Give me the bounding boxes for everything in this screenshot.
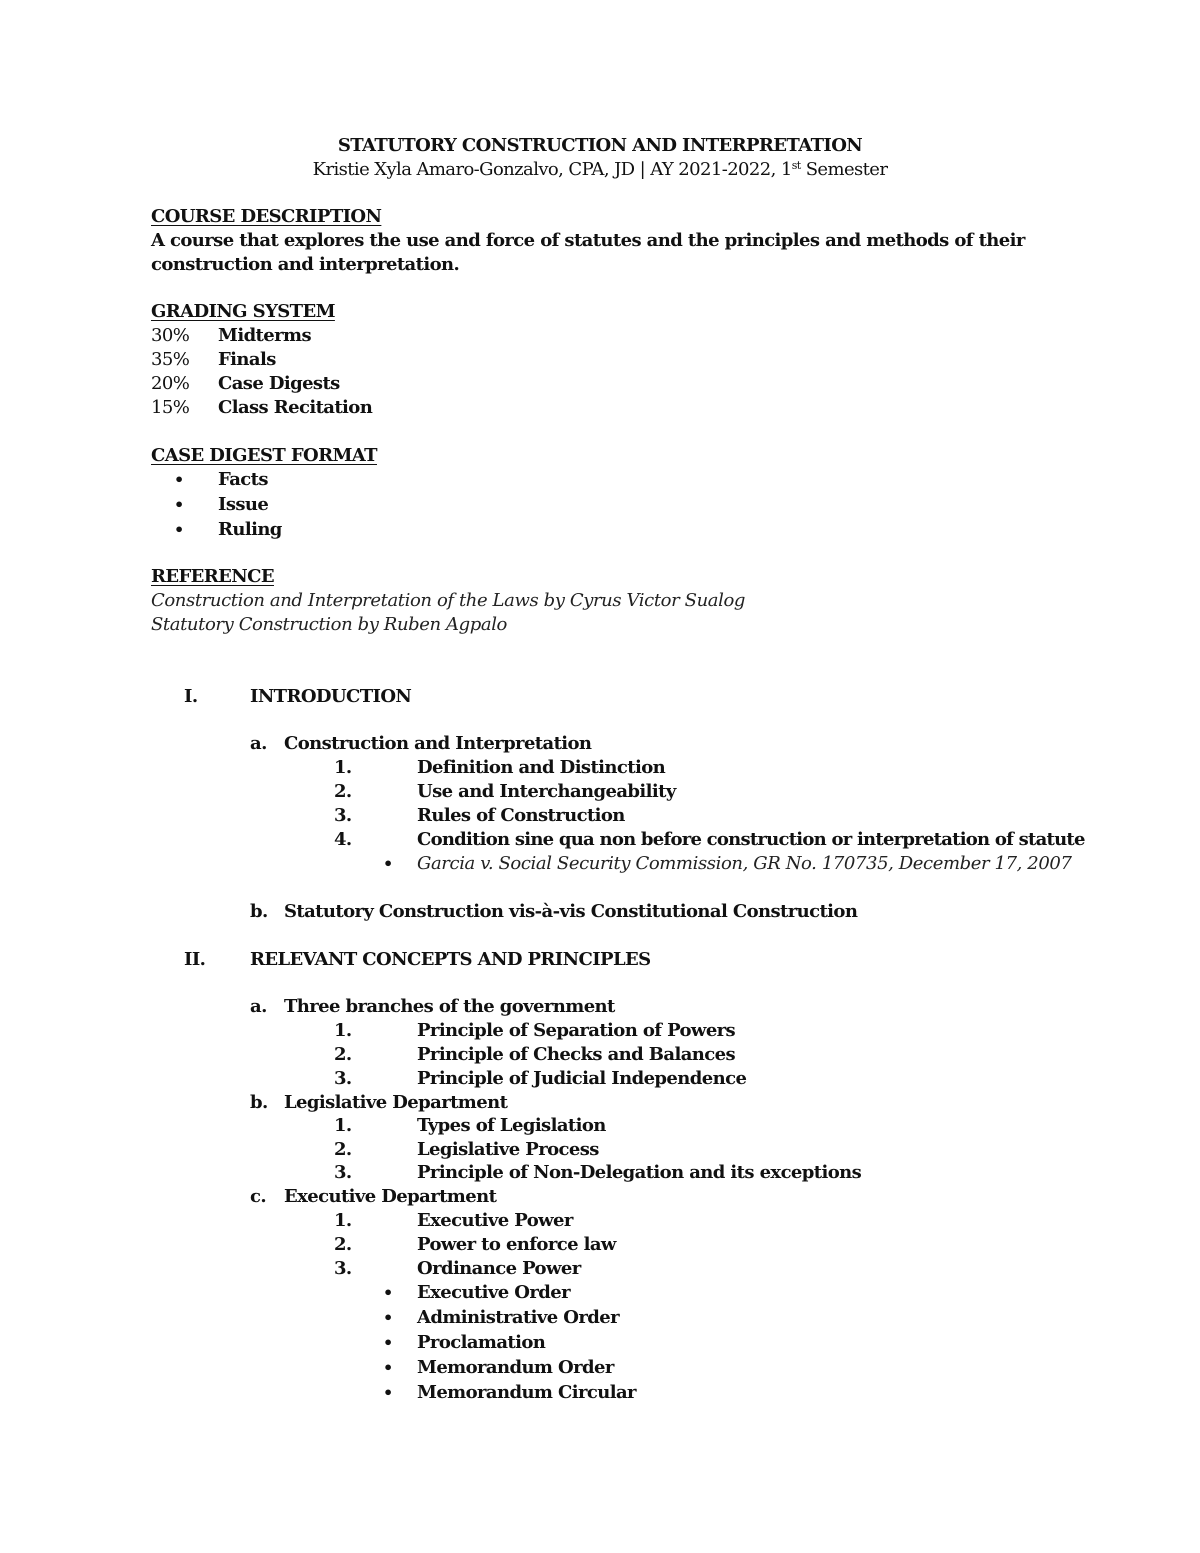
item-number: 3. xyxy=(334,805,352,826)
subtitle-superscript: st xyxy=(791,159,801,172)
bullet-icon: • xyxy=(174,520,185,539)
item-label: Use and Interchangeability xyxy=(417,781,676,802)
item-number: 1. xyxy=(334,1210,352,1231)
course-description-heading: COURSE DESCRIPTION xyxy=(151,206,382,227)
item-number: 3. xyxy=(334,1258,352,1279)
section-number: I. xyxy=(184,686,198,707)
subsection-label: Construction and Interpretation xyxy=(284,733,592,754)
subtitle-end: Semester xyxy=(800,159,888,180)
section-number: II. xyxy=(184,949,206,970)
list-item: Executive Order xyxy=(417,1282,570,1303)
subsection-label: Legislative Department xyxy=(284,1092,508,1113)
subsection-label: Statutory Construction vis-à-vis Constitutional Construction xyxy=(284,901,858,922)
grading-pct: 35% xyxy=(151,349,190,370)
subsection-letter: a. xyxy=(250,996,267,1017)
subsection-label: Three branches of the government xyxy=(284,996,615,1017)
item-label: Definition and Distinction xyxy=(417,757,666,778)
document-title: STATUTORY CONSTRUCTION AND INTERPRETATION xyxy=(337,135,863,156)
bullet-icon: • xyxy=(174,495,185,514)
list-item: Memorandum Circular xyxy=(417,1382,636,1403)
item-number: 1. xyxy=(334,757,352,778)
list-item: Memorandum Order xyxy=(417,1357,614,1378)
item-label: Principle of Non-Delegation and its exceptions xyxy=(417,1162,862,1183)
case-digest-heading: CASE DIGEST FORMAT xyxy=(151,445,377,466)
grading-system-heading: GRADING SYSTEM xyxy=(151,301,335,322)
list-item: Administrative Order xyxy=(417,1307,619,1328)
case-citation: Garcia v. Social Security Commission, GR No. 170735, December 17, 2007 xyxy=(417,853,1072,874)
document-subtitle xyxy=(0,158,1200,182)
item-number: 3. xyxy=(334,1068,352,1089)
item-label: Power to enforce law xyxy=(417,1234,616,1255)
section-title: RELEVANT CONCEPTS AND PRINCIPLES xyxy=(250,949,651,970)
subsection-letter: a. xyxy=(250,733,267,754)
bullet-icon: • xyxy=(383,1358,394,1377)
grading-label: Finals xyxy=(218,349,276,370)
item-number: 1. xyxy=(334,1020,352,1041)
item-number: 4. xyxy=(334,829,352,850)
reference-item: Statutory Construction by Ruben Agpalo xyxy=(151,614,507,635)
course-description-line-2: construction and interpretation. xyxy=(151,254,460,275)
item-label: Principle of Judicial Independence xyxy=(417,1068,747,1089)
list-item: Facts xyxy=(218,469,268,490)
bullet-icon: • xyxy=(383,1383,394,1402)
item-number: 2. xyxy=(334,1139,352,1160)
subtitle-main: Kristie Xyla Amaro-Gonzalvo, CPA, JD | AY 2021-2022, 1 xyxy=(312,159,792,180)
subsection-letter: c. xyxy=(250,1186,267,1207)
item-number: 1. xyxy=(334,1115,352,1136)
item-number: 2. xyxy=(334,1044,352,1065)
item-label: Condition sine qua non before construction or interpretation of statute xyxy=(417,829,1085,850)
list-item: Issue xyxy=(218,494,269,515)
bullet-icon: • xyxy=(383,1333,394,1352)
item-number: 3. xyxy=(334,1162,352,1183)
reference-item: Construction and Interpretation of the Laws by Cyrus Victor Sualog xyxy=(151,590,746,611)
grading-label: Midterms xyxy=(218,325,311,346)
item-label: Principle of Separation of Powers xyxy=(417,1020,736,1041)
item-label: Executive Power xyxy=(417,1210,573,1231)
bullet-icon: • xyxy=(383,1283,394,1302)
bullet-icon: • xyxy=(383,1308,394,1327)
reference-heading: REFERENCE xyxy=(151,566,274,587)
grading-label: Case Digests xyxy=(218,373,340,394)
grading-label: Class Recitation xyxy=(218,397,373,418)
list-item: Ruling xyxy=(218,519,282,540)
list-item: Proclamation xyxy=(417,1332,546,1353)
grading-pct: 15% xyxy=(151,397,190,418)
subsection-label: Executive Department xyxy=(284,1186,497,1207)
section-title: INTRODUCTION xyxy=(250,686,412,707)
grading-pct: 30% xyxy=(151,325,190,346)
bullet-icon: • xyxy=(383,854,394,873)
item-label: Principle of Checks and Balances xyxy=(417,1044,736,1065)
item-label: Rules of Construction xyxy=(417,805,625,826)
subsection-letter: b. xyxy=(250,901,268,922)
item-label: Ordinance Power xyxy=(417,1258,581,1279)
item-label: Legislative Process xyxy=(417,1139,599,1160)
course-description-line-1: A course that explores the use and force of statutes and the principles and methods of their xyxy=(151,230,1025,251)
item-number: 2. xyxy=(334,1234,352,1255)
subsection-letter: b. xyxy=(250,1092,268,1113)
grading-pct: 20% xyxy=(151,373,190,394)
item-number: 2. xyxy=(334,781,352,802)
bullet-icon: • xyxy=(174,470,185,489)
item-label: Types of Legislation xyxy=(417,1115,606,1136)
